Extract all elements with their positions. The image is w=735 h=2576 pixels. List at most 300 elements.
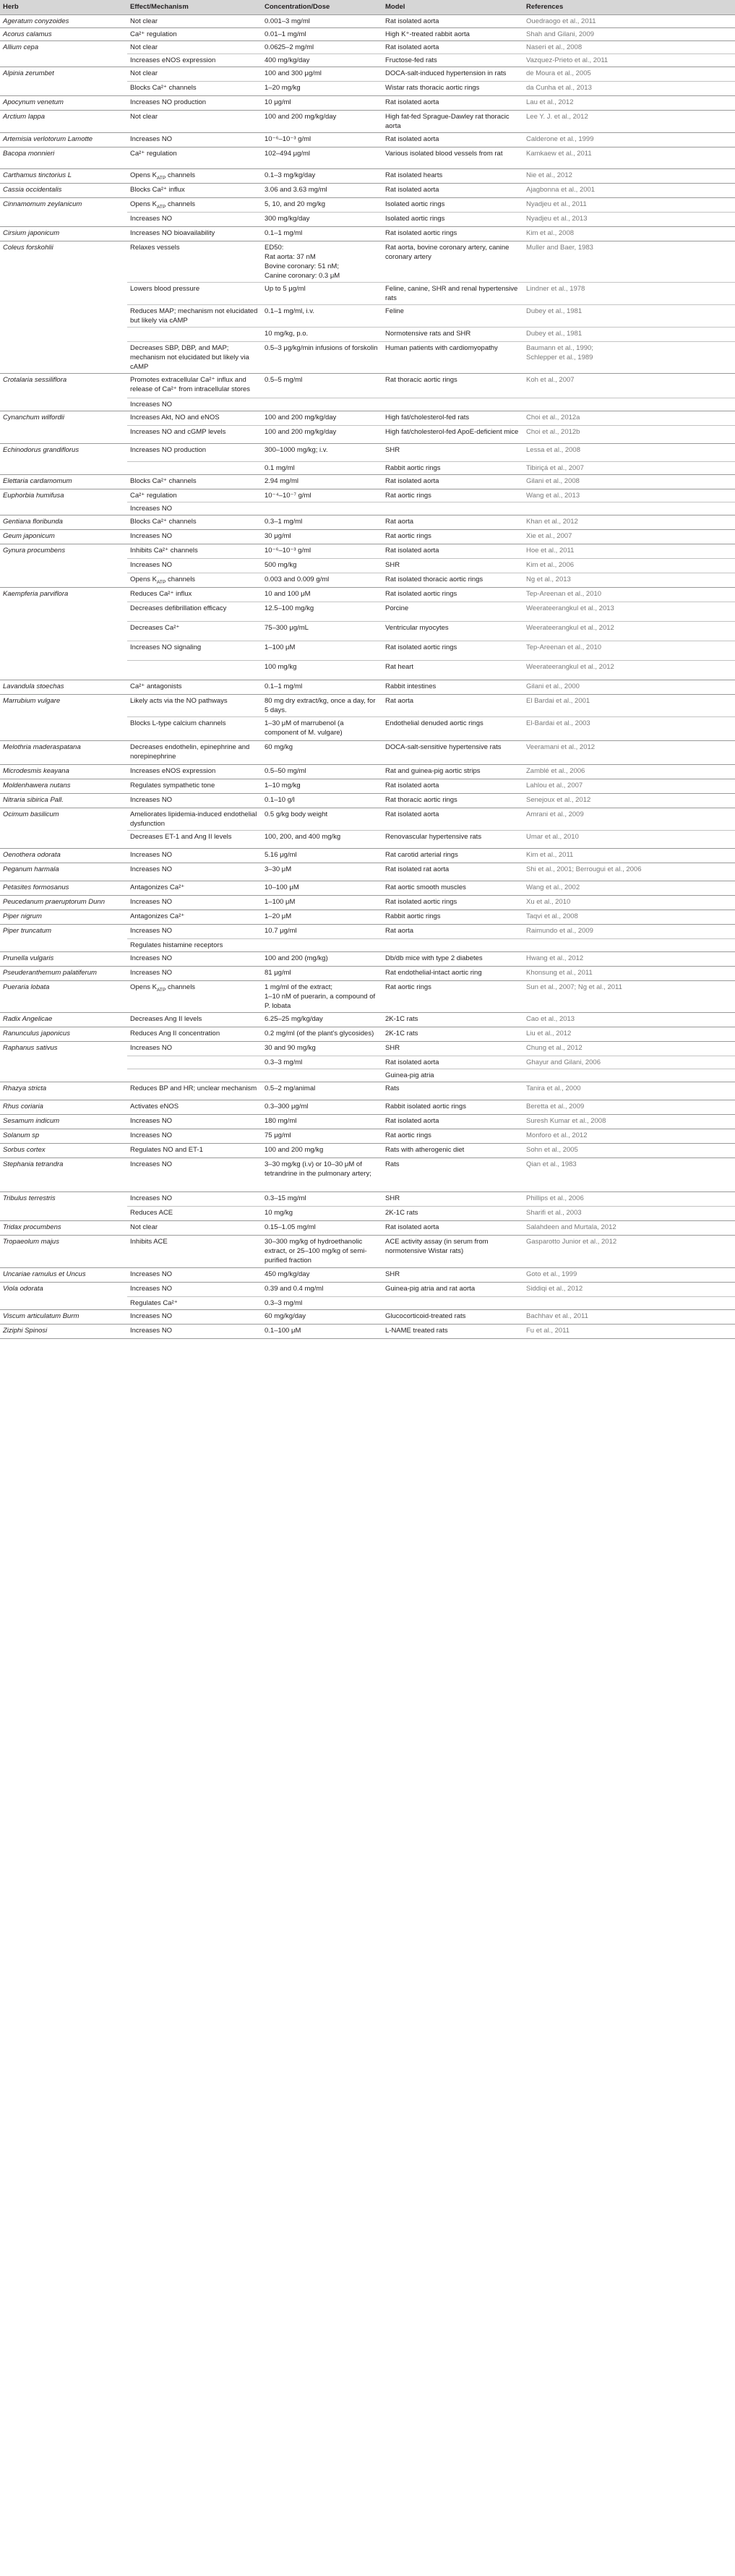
row-dose: 0.5–50 mg/ml (262, 764, 382, 779)
table-row (0, 1191, 735, 1206)
table-row (0, 764, 735, 779)
row-reference: Koh et al., 2007 (523, 373, 735, 398)
row-dose: 81 μg/ml (262, 966, 382, 980)
row-model: Rat and guinea-pig aortic strips (382, 764, 523, 779)
row-herb: Moldenhawera nutans (0, 779, 127, 793)
row-herb (0, 212, 127, 226)
row-dose: 400 mg/kg/day (262, 54, 382, 67)
row-reference: Ouedraogo et al., 2011 (523, 14, 735, 27)
row-herb (0, 660, 127, 680)
row-model: Porcine (382, 602, 523, 621)
row-reference: Lindner et al., 1978 (523, 282, 735, 304)
row-reference: Gilani et al., 2008 (523, 474, 735, 489)
table-row (0, 411, 735, 425)
row-herb (0, 938, 127, 951)
table-row (0, 502, 735, 515)
row-effect: Ca²⁺ regulation (127, 27, 262, 40)
row-herb (0, 1069, 127, 1082)
row-model: Rat endothelial-intact aortic ring (382, 966, 523, 980)
table-row (0, 398, 735, 411)
row-herb: Peganum harmala (0, 863, 127, 881)
row-herb: Radix Angelicae (0, 1012, 127, 1027)
row-reference: da Cunha et al., 2013 (523, 81, 735, 95)
row-reference: Phillips et al., 2006 (523, 1191, 735, 1206)
row-herb: Peucedanum praeruptorum Dunn (0, 895, 127, 910)
table-row (0, 1282, 735, 1296)
row-dose: 0.003 and 0.009 g/ml (262, 573, 382, 587)
row-reference: Suresh Kumar et al., 2008 (523, 1114, 735, 1129)
row-effect: Increases NO (127, 398, 262, 411)
row-herb: Ageratum conyzoides (0, 14, 127, 27)
table-row (0, 1082, 735, 1100)
row-reference: Siddiqi et al., 2012 (523, 1282, 735, 1296)
row-model: Human patients with cardiomyopathy (382, 341, 523, 373)
header-row (0, 0, 735, 14)
row-reference: Liu et al., 2012 (523, 1027, 735, 1041)
row-dose: 75–300 μg/mL (262, 621, 382, 641)
row-effect: Opens $K_{ATP}$ channels (127, 197, 262, 212)
row-reference: Monforo et al., 2012 (523, 1129, 735, 1143)
row-reference: Lessa et al., 2008 (523, 443, 735, 461)
table-row (0, 980, 735, 1012)
table-row (0, 197, 735, 212)
row-herb: Marrubium vulgare (0, 694, 127, 716)
row-effect: Increases NO (127, 895, 262, 910)
row-reference: Kim et al., 2008 (523, 226, 735, 241)
table-row (0, 881, 735, 895)
table-row (0, 40, 735, 54)
row-effect: Reduces Ang II concentration (127, 1027, 262, 1041)
row-model: Rat isolated aorta (382, 474, 523, 489)
row-effect: Increases NO (127, 951, 262, 966)
row-reference (523, 1069, 735, 1082)
row-herb: Petasites formosanus (0, 881, 127, 895)
row-herb (0, 398, 127, 411)
row-model: Rabbit aortic rings (382, 910, 523, 924)
row-dose: 300 mg/kg/day (262, 212, 382, 226)
row-herb: Gentiana floribunda (0, 515, 127, 529)
row-model: Rat isolated aortic rings (382, 226, 523, 241)
row-effect (127, 461, 262, 474)
row-reference: Hoe et al., 2011 (523, 544, 735, 558)
row-reference: Hwang et al., 2012 (523, 951, 735, 966)
row-dose: 300–1000 mg/kg; i.v. (262, 443, 382, 461)
row-effect: Decreases defibrillation efficacy (127, 602, 262, 621)
row-model: Rat aortic rings (382, 529, 523, 544)
table-row (0, 808, 735, 830)
row-model: Various isolated blood vessels from rat (382, 147, 523, 168)
table-row (0, 573, 735, 587)
table-row (0, 602, 735, 621)
table-row (0, 1069, 735, 1082)
row-dose: 10⁻⁴–10⁻⁷ g/ml (262, 489, 382, 502)
row-herb (0, 54, 127, 67)
row-reference: Lahlou et al., 2007 (523, 779, 735, 793)
table-row (0, 740, 735, 764)
table-row (0, 27, 735, 40)
row-dose: 30 μg/ml (262, 529, 382, 544)
row-model: SHR (382, 1191, 523, 1206)
row-reference (523, 398, 735, 411)
row-herb: Cynanchum wilfordii (0, 411, 127, 425)
row-reference: Khan et al., 2012 (523, 515, 735, 529)
row-effect: Reduces Ca²⁺ influx (127, 587, 262, 602)
row-reference: Fu et al., 2011 (523, 1324, 735, 1338)
row-effect: Decreases ET-1 and Ang II levels (127, 830, 262, 848)
row-herb: Cassia occidentalis (0, 183, 127, 197)
table-row (0, 1206, 735, 1220)
table-header (0, 0, 735, 14)
row-dose: 0.1–1 mg/ml (262, 680, 382, 694)
row-herb: Cirsium japonicum (0, 226, 127, 241)
row-reference: Kamkaew et al., 2011 (523, 147, 735, 168)
row-reference: Bachhav et al., 2011 (523, 1309, 735, 1324)
table-row (0, 863, 735, 881)
row-model: Rat isolated aorta (382, 14, 523, 27)
row-dose: 3–30 μM (262, 863, 382, 881)
row-herb: Oenothera odorata (0, 848, 127, 863)
table-row (0, 895, 735, 910)
row-model: Rat isolated aorta (382, 544, 523, 558)
row-model: High K⁺-treated rabbit aorta (382, 27, 523, 40)
row-effect: Blocks Ca²⁺ channels (127, 81, 262, 95)
row-reference: Salahdeen and Murtala, 2012 (523, 1220, 735, 1235)
row-effect: Increases NO (127, 529, 262, 544)
row-dose: 0.1–3 mg/kg/day (262, 168, 382, 183)
table-row (0, 660, 735, 680)
row-herb (0, 282, 127, 304)
row-effect: Inhibits Ca²⁺ channels (127, 544, 262, 558)
row-model: Isolated aortic rings (382, 212, 523, 226)
table-row (0, 474, 735, 489)
row-reference (523, 938, 735, 951)
table-row (0, 951, 735, 966)
row-dose: 0.001–3 mg/ml (262, 14, 382, 27)
row-effect: Decreases Ca²⁺ (127, 621, 262, 641)
row-dose: 500 mg/kg (262, 558, 382, 573)
row-dose: 100 and 200 mg/kg/day (262, 425, 382, 443)
row-reference: Wang et al., 2002 (523, 881, 735, 895)
row-model: Rat isolated aorta (382, 183, 523, 197)
row-dose: 10⁻⁶–10⁻³ g/ml (262, 544, 382, 558)
row-model: SHR (382, 1267, 523, 1282)
row-effect: Ca²⁺ regulation (127, 147, 262, 168)
row-reference: Ghayur and Gilani, 2006 (523, 1056, 735, 1069)
row-model: Db/db mice with type 2 diabetes (382, 951, 523, 966)
row-model (382, 398, 523, 411)
table-row (0, 341, 735, 373)
row-effect: Antagonizes Ca²⁺ (127, 881, 262, 895)
row-effect: Increases NO (127, 1282, 262, 1296)
row-dose: 0.1–1 mg/ml (262, 226, 382, 241)
table-row (0, 779, 735, 793)
row-effect: Likely acts via the NO pathways (127, 694, 262, 716)
row-effect (127, 327, 262, 341)
row-effect: Ameliorates lipidemia-induced endothelial dysfunction (127, 808, 262, 830)
row-dose: 450 mg/kg/day (262, 1267, 382, 1282)
table-row (0, 212, 735, 226)
row-model: Rat aorta (382, 515, 523, 529)
row-effect: Ca²⁺ antagonists (127, 680, 262, 694)
row-effect: Blocks Ca²⁺ channels (127, 515, 262, 529)
row-reference: Cao et al., 2013 (523, 1012, 735, 1027)
row-model: 2K-1C rats (382, 1027, 523, 1041)
row-effect: Antagonizes Ca²⁺ (127, 910, 262, 924)
row-herb (0, 830, 127, 848)
row-reference: Vazquez-Prieto et al., 2011 (523, 54, 735, 67)
row-model: Rat aortic rings (382, 980, 523, 1012)
row-reference: Kim et al., 2011 (523, 848, 735, 863)
table-row (0, 110, 735, 132)
row-dose: 10–100 μM (262, 881, 382, 895)
row-model: Feline (382, 304, 523, 327)
row-dose: 100 and 200 (mg/kg) (262, 951, 382, 966)
row-reference (523, 1296, 735, 1309)
row-herb: Elettaria cardamomum (0, 474, 127, 489)
row-reference: Calderone et al., 1999 (523, 132, 735, 147)
row-effect: Not clear (127, 14, 262, 27)
row-dose: 0.5–3 μg/kg/min infusions of forskolin (262, 341, 382, 373)
table-row (0, 95, 735, 110)
row-herb: Sesamum indicum (0, 1114, 127, 1129)
row-dose: 10 and 100 μM (262, 587, 382, 602)
row-effect: Increases NO (127, 1041, 262, 1056)
row-reference: Goto et al., 1999 (523, 1267, 735, 1282)
row-herb: Allium cepa (0, 40, 127, 54)
row-model: Rat thoracic aortic rings (382, 373, 523, 398)
row-reference: Tibiriçá et al., 2007 (523, 461, 735, 474)
row-herb: Apocynum venetum (0, 95, 127, 110)
row-dose: 75 μg/ml (262, 1129, 382, 1143)
header-references: References (526, 3, 564, 12)
row-effect: Increases NO (127, 132, 262, 147)
row-herb: Piper truncatum (0, 924, 127, 938)
row-model: Guinea-pig atria and rat aorta (382, 1282, 523, 1296)
row-model: 2K-1C rats (382, 1012, 523, 1027)
table-row (0, 544, 735, 558)
row-effect: Increases NO (127, 924, 262, 938)
table-row (0, 793, 735, 808)
row-herb (0, 425, 127, 443)
row-dose: 1–20 μM (262, 910, 382, 924)
row-reference: Raimundo et al., 2009 (523, 924, 735, 938)
row-model: Wistar rats thoracic aortic rings (382, 81, 523, 95)
row-model: Rat aorta (382, 694, 523, 716)
row-herb: Piper nigrum (0, 910, 127, 924)
row-effect: Decreases endothelin, epinephrine and norepinephrine (127, 740, 262, 764)
row-herb (0, 602, 127, 621)
row-reference: Zamblé et al., 2006 (523, 764, 735, 779)
row-effect: Increases NO (127, 793, 262, 808)
row-dose: 12.5–100 mg/kg (262, 602, 382, 621)
row-herb: Artemisia verlotorum Lamotte (0, 132, 127, 147)
row-herb: Bacopa monnieri (0, 147, 127, 168)
row-reference: Tep-Areenan et al., 2010 (523, 587, 735, 602)
row-effect: Increases NO (127, 1114, 262, 1129)
row-effect: Increases NO production (127, 443, 262, 461)
row-dose: 60 mg/kg (262, 740, 382, 764)
row-herb: Tropaeolum majus (0, 1235, 127, 1267)
row-herb: Raphanus sativus (0, 1041, 127, 1056)
row-effect: Blocks Ca²⁺ influx (127, 183, 262, 197)
row-model: Rat isolated rat aorta (382, 863, 523, 881)
row-reference: Beretta et al., 2009 (523, 1100, 735, 1114)
row-model: High fat/cholesterol-fed rats (382, 411, 523, 425)
row-model: Rat aorta, bovine coronary artery, canine coronary artery (382, 241, 523, 282)
table-row (0, 830, 735, 848)
row-effect: Increases Akt, NO and eNOS (127, 411, 262, 425)
table-row (0, 1129, 735, 1143)
row-effect: Increases NO (127, 1267, 262, 1282)
row-effect: Regulates histamine receptors (127, 938, 262, 951)
row-herb (0, 327, 127, 341)
row-model: Rat heart (382, 660, 523, 680)
row-reference: Weerateerangkul et al., 2012 (523, 621, 735, 641)
row-dose: 0.15–1.05 mg/ml (262, 1220, 382, 1235)
row-effect: Decreases SBP, DBP, and MAP; mechanism not elucidated but likely via cAMP (127, 341, 262, 373)
row-dose: 5, 10, and 20 mg/kg (262, 197, 382, 212)
row-reference: Choi et al., 2012a (523, 411, 735, 425)
row-dose: 10 mg/kg (262, 1206, 382, 1220)
table-row (0, 848, 735, 863)
row-reference: Dubey et al., 1981 (523, 304, 735, 327)
row-herb (0, 1206, 127, 1220)
row-effect: Regulates sympathetic tone (127, 779, 262, 793)
row-model: Fructose-fed rats (382, 54, 523, 67)
row-effect: Reduces MAP; mechanism not elucidated but likely via cAMP (127, 304, 262, 327)
row-herb (0, 502, 127, 515)
table-row (0, 1012, 735, 1027)
row-dose: 2.94 mg/ml (262, 474, 382, 489)
row-model: DOCA-salt-sensitive hypertensive rats (382, 740, 523, 764)
row-herb (0, 1056, 127, 1069)
table-row (0, 1056, 735, 1069)
table-row (0, 529, 735, 544)
row-model: Rabbit aortic rings (382, 461, 523, 474)
row-model: SHR (382, 558, 523, 573)
row-dose: 6.25–25 mg/kg/day (262, 1012, 382, 1027)
row-dose: 60 mg/kg/day (262, 1309, 382, 1324)
row-dose (262, 938, 382, 951)
row-dose: 30–300 mg/kg of hydroethanolic extract, or 25–100 mg/kg of semi-purified fraction (262, 1235, 382, 1267)
row-effect: Increases NO (127, 966, 262, 980)
row-effect: Opens $K_{ATP}$ channels (127, 573, 262, 587)
row-model: Rat isolated aorta (382, 808, 523, 830)
row-herb: Ziziphi Spinosi (0, 1324, 127, 1338)
row-effect: Increases NO (127, 863, 262, 881)
row-dose: ED50: Rat aorta: 37 nM Bovine coronary: 51 nM; Canine coronary: 0.3 μM (262, 241, 382, 282)
row-dose: 10 μg/ml (262, 95, 382, 110)
row-dose: 0.5–5 mg/ml (262, 373, 382, 398)
row-herb: Sorbus cortex (0, 1143, 127, 1158)
row-model (382, 938, 523, 951)
row-dose: 0.5–2 mg/animal (262, 1082, 382, 1100)
table-row (0, 1324, 735, 1338)
row-effect: Opens $K_{ATP}$ channels (127, 980, 262, 1012)
row-effect: Increases NO (127, 848, 262, 863)
row-herb: Tridax procumbens (0, 1220, 127, 1235)
row-effect: Increases NO and cGMP levels (127, 425, 262, 443)
row-model (382, 502, 523, 515)
row-model: Rats with atherogenic diet (382, 1143, 523, 1158)
row-dose: 0.3–3 mg/ml (262, 1296, 382, 1309)
table-row (0, 924, 735, 938)
table-row (0, 1114, 735, 1129)
row-model: Rat isolated hearts (382, 168, 523, 183)
row-herb: Kaempferia parviflora (0, 587, 127, 602)
table-row (0, 425, 735, 443)
row-effect: Increases NO (127, 212, 262, 226)
table-row (0, 587, 735, 602)
row-herb (0, 1296, 127, 1309)
table-row (0, 938, 735, 951)
row-dose: 0.39 and 0.4 mg/ml (262, 1282, 382, 1296)
row-reference: Gasparotto Junior et al., 2012 (523, 1235, 735, 1267)
row-herb: Alpinia zerumbet (0, 67, 127, 81)
row-herb: Rhus coriaria (0, 1100, 127, 1114)
table-row (0, 1296, 735, 1309)
row-herb (0, 621, 127, 641)
row-model: DOCA-salt-induced hypertension in rats (382, 67, 523, 81)
row-dose: 102–494 μg/ml (262, 147, 382, 168)
row-dose: 10⁻⁶–10⁻³ g/ml (262, 132, 382, 147)
row-herb: Viscum articulatum Burm (0, 1309, 127, 1324)
row-effect: Regulates Ca²⁺ (127, 1296, 262, 1309)
row-dose: 1–100 μM (262, 895, 382, 910)
row-herb: Coleus forskohlii (0, 241, 127, 282)
row-dose: 5.16 μg/ml (262, 848, 382, 863)
row-effect: Increases NO (127, 558, 262, 573)
table-row (0, 1309, 735, 1324)
row-herb: Cinnamomum zeylanicum (0, 197, 127, 212)
table-row (0, 132, 735, 147)
table-row (0, 1041, 735, 1056)
row-model: Rats (382, 1158, 523, 1191)
row-dose: 1–10 mg/kg (262, 779, 382, 793)
row-effect: Increases NO (127, 1129, 262, 1143)
table-row (0, 81, 735, 95)
row-herb (0, 641, 127, 660)
row-reference: Tanira et al., 2000 (523, 1082, 735, 1100)
table-row (0, 680, 735, 694)
row-effect: Inhibits ACE (127, 1235, 262, 1267)
row-effect: Reduces ACE (127, 1206, 262, 1220)
row-reference: Baumann et al., 1990; Schlepper et al., 1989 (523, 341, 735, 373)
row-reference: Weerateerangkul et al., 2012 (523, 660, 735, 680)
row-model: Rat isolated aortic rings (382, 641, 523, 660)
row-reference: Sohn et al., 2005 (523, 1143, 735, 1158)
row-herb: Solanum sp (0, 1129, 127, 1143)
row-dose: 100 and 200 mg/kg/day (262, 411, 382, 425)
table-row (0, 910, 735, 924)
row-model: Isolated aortic rings (382, 197, 523, 212)
row-dose: 0.5 g/kg body weight (262, 808, 382, 830)
row-effect: Increases NO (127, 1191, 262, 1206)
row-herb: Rhazya stricta (0, 1082, 127, 1100)
row-effect: Increases NO bioavailability (127, 226, 262, 241)
header-model: Model (385, 3, 405, 12)
row-reference: Sharifi et al., 2003 (523, 1206, 735, 1220)
row-dose: 30 and 90 mg/kg (262, 1041, 382, 1056)
row-model: SHR (382, 443, 523, 461)
row-herb: Lavandula stoechas (0, 680, 127, 694)
table-row (0, 1143, 735, 1158)
row-dose: 3–30 mg/kg (i.v) or 10–30 μM of tetrandrine in the pulmonary artery; (262, 1158, 382, 1191)
row-reference: Umar et al., 2010 (523, 830, 735, 848)
row-reference: Weerateerangkul et al., 2013 (523, 602, 735, 621)
row-dose: 1 mg/ml of the extract; 1–10 nM of puerarin, a compound of P. lobata (262, 980, 382, 1012)
row-effect: Lowers blood pressure (127, 282, 262, 304)
